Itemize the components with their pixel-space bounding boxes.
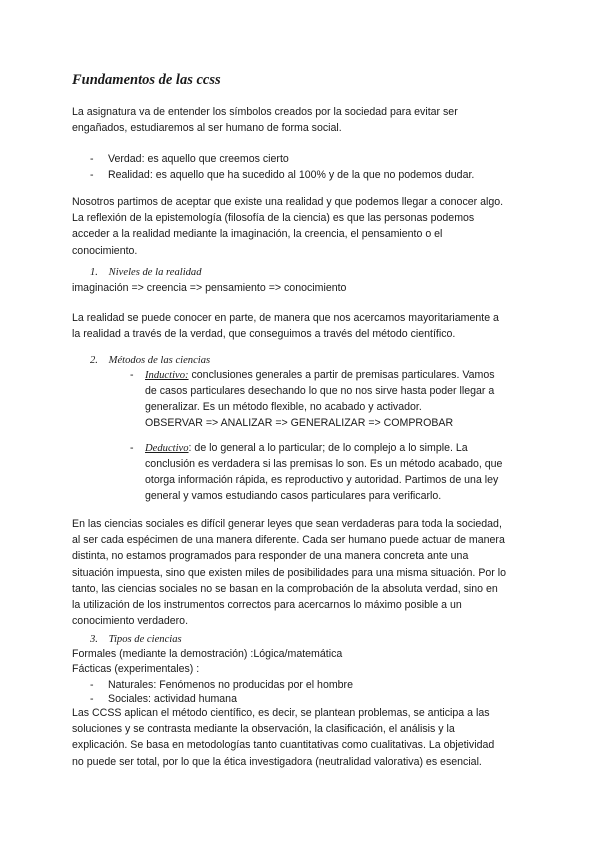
levels-sequence: imaginación => creencia => pensamiento => conocimiento xyxy=(72,282,347,294)
factual-sciences-line: Fácticas (experimentales) : xyxy=(72,663,200,675)
list-item: - Verdad: es aquello que creemos cierto xyxy=(90,153,289,165)
section-heading-metodos: 2. Métodos de las ciencias xyxy=(90,355,211,366)
intro-paragraph: La asignatura va de entender los símbolos creados por la sociedad para evitar ser engañados, estudiaremos al ser humano de forma social. xyxy=(72,106,458,135)
list-item: - Realidad: es aquello que ha sucedido al 100% y de la que no podemos dudar. xyxy=(90,169,475,181)
method-sequence: OBSERVAR => ANALIZAR => GENERALIZAR => COMPROBAR xyxy=(145,417,454,429)
social-sciences-paragraph: En las ciencias sociales es difícil generar leyes que sean verdaderas para toda la sociedad, al ser cada espécimen de una manera diferente. Cada ser humano puede actuar de manera distinta, no estamos programados para responder de una manera concreta ante una situación impuesta, sino que existen miles de posibilidades para una misma situación. Por lo tanto, las ciencias sociales no se basan en la comprobación de la absoluta verdad, sino en la utilización de los instrumentos correctos para acercarnos lo máximo posible a un conocimiento verdadero. xyxy=(72,518,506,628)
section-heading-niveles: 1. Niveles de la realidad xyxy=(90,267,202,278)
epistemology-paragraph: Nosotros partimos de aceptar que existe una realidad y que podemos llegar a conocer algo. La reflexión de la epistemología (filosofía de la ciencia) es que las personas podemos acceder a la realidad mediante la imaginación, la creencia, el pensamiento o el conocimiento. xyxy=(72,196,504,257)
reality-paragraph: La realidad se puede conocer en parte, de manera que nos acercamos mayoritariamente a la realidad a través de la verdad, que conseguimos a través del método científico. xyxy=(72,312,499,341)
document-title: Fundamentos de las ccss xyxy=(72,72,221,88)
formal-sciences-line: Formales (mediante la demostración) :Lógica/matemática xyxy=(72,648,343,660)
inductive-term: Inductivo: xyxy=(145,370,189,381)
section-heading-tipos: 3. Tipos de ciencias xyxy=(90,634,182,645)
list-item: - Sociales: actividad humana xyxy=(90,693,237,705)
list-item: - Naturales: Fenómenos no producidas por el hombre xyxy=(90,679,353,691)
deductive-term: Deductivo xyxy=(145,443,189,454)
ccss-method-paragraph: Las CCSS aplican el método científico, es decir, se plantean problemas, se anticipa a las soluciones y se contrasta mediante la observación, la clasificación, el análisis y la explicación. Se basa en metodologías tanto cuantitativas como cualitativas. La objetividad no puede ser total, por lo que la ética investigadora (neutralidad valorativa) es esencial. xyxy=(72,707,495,768)
